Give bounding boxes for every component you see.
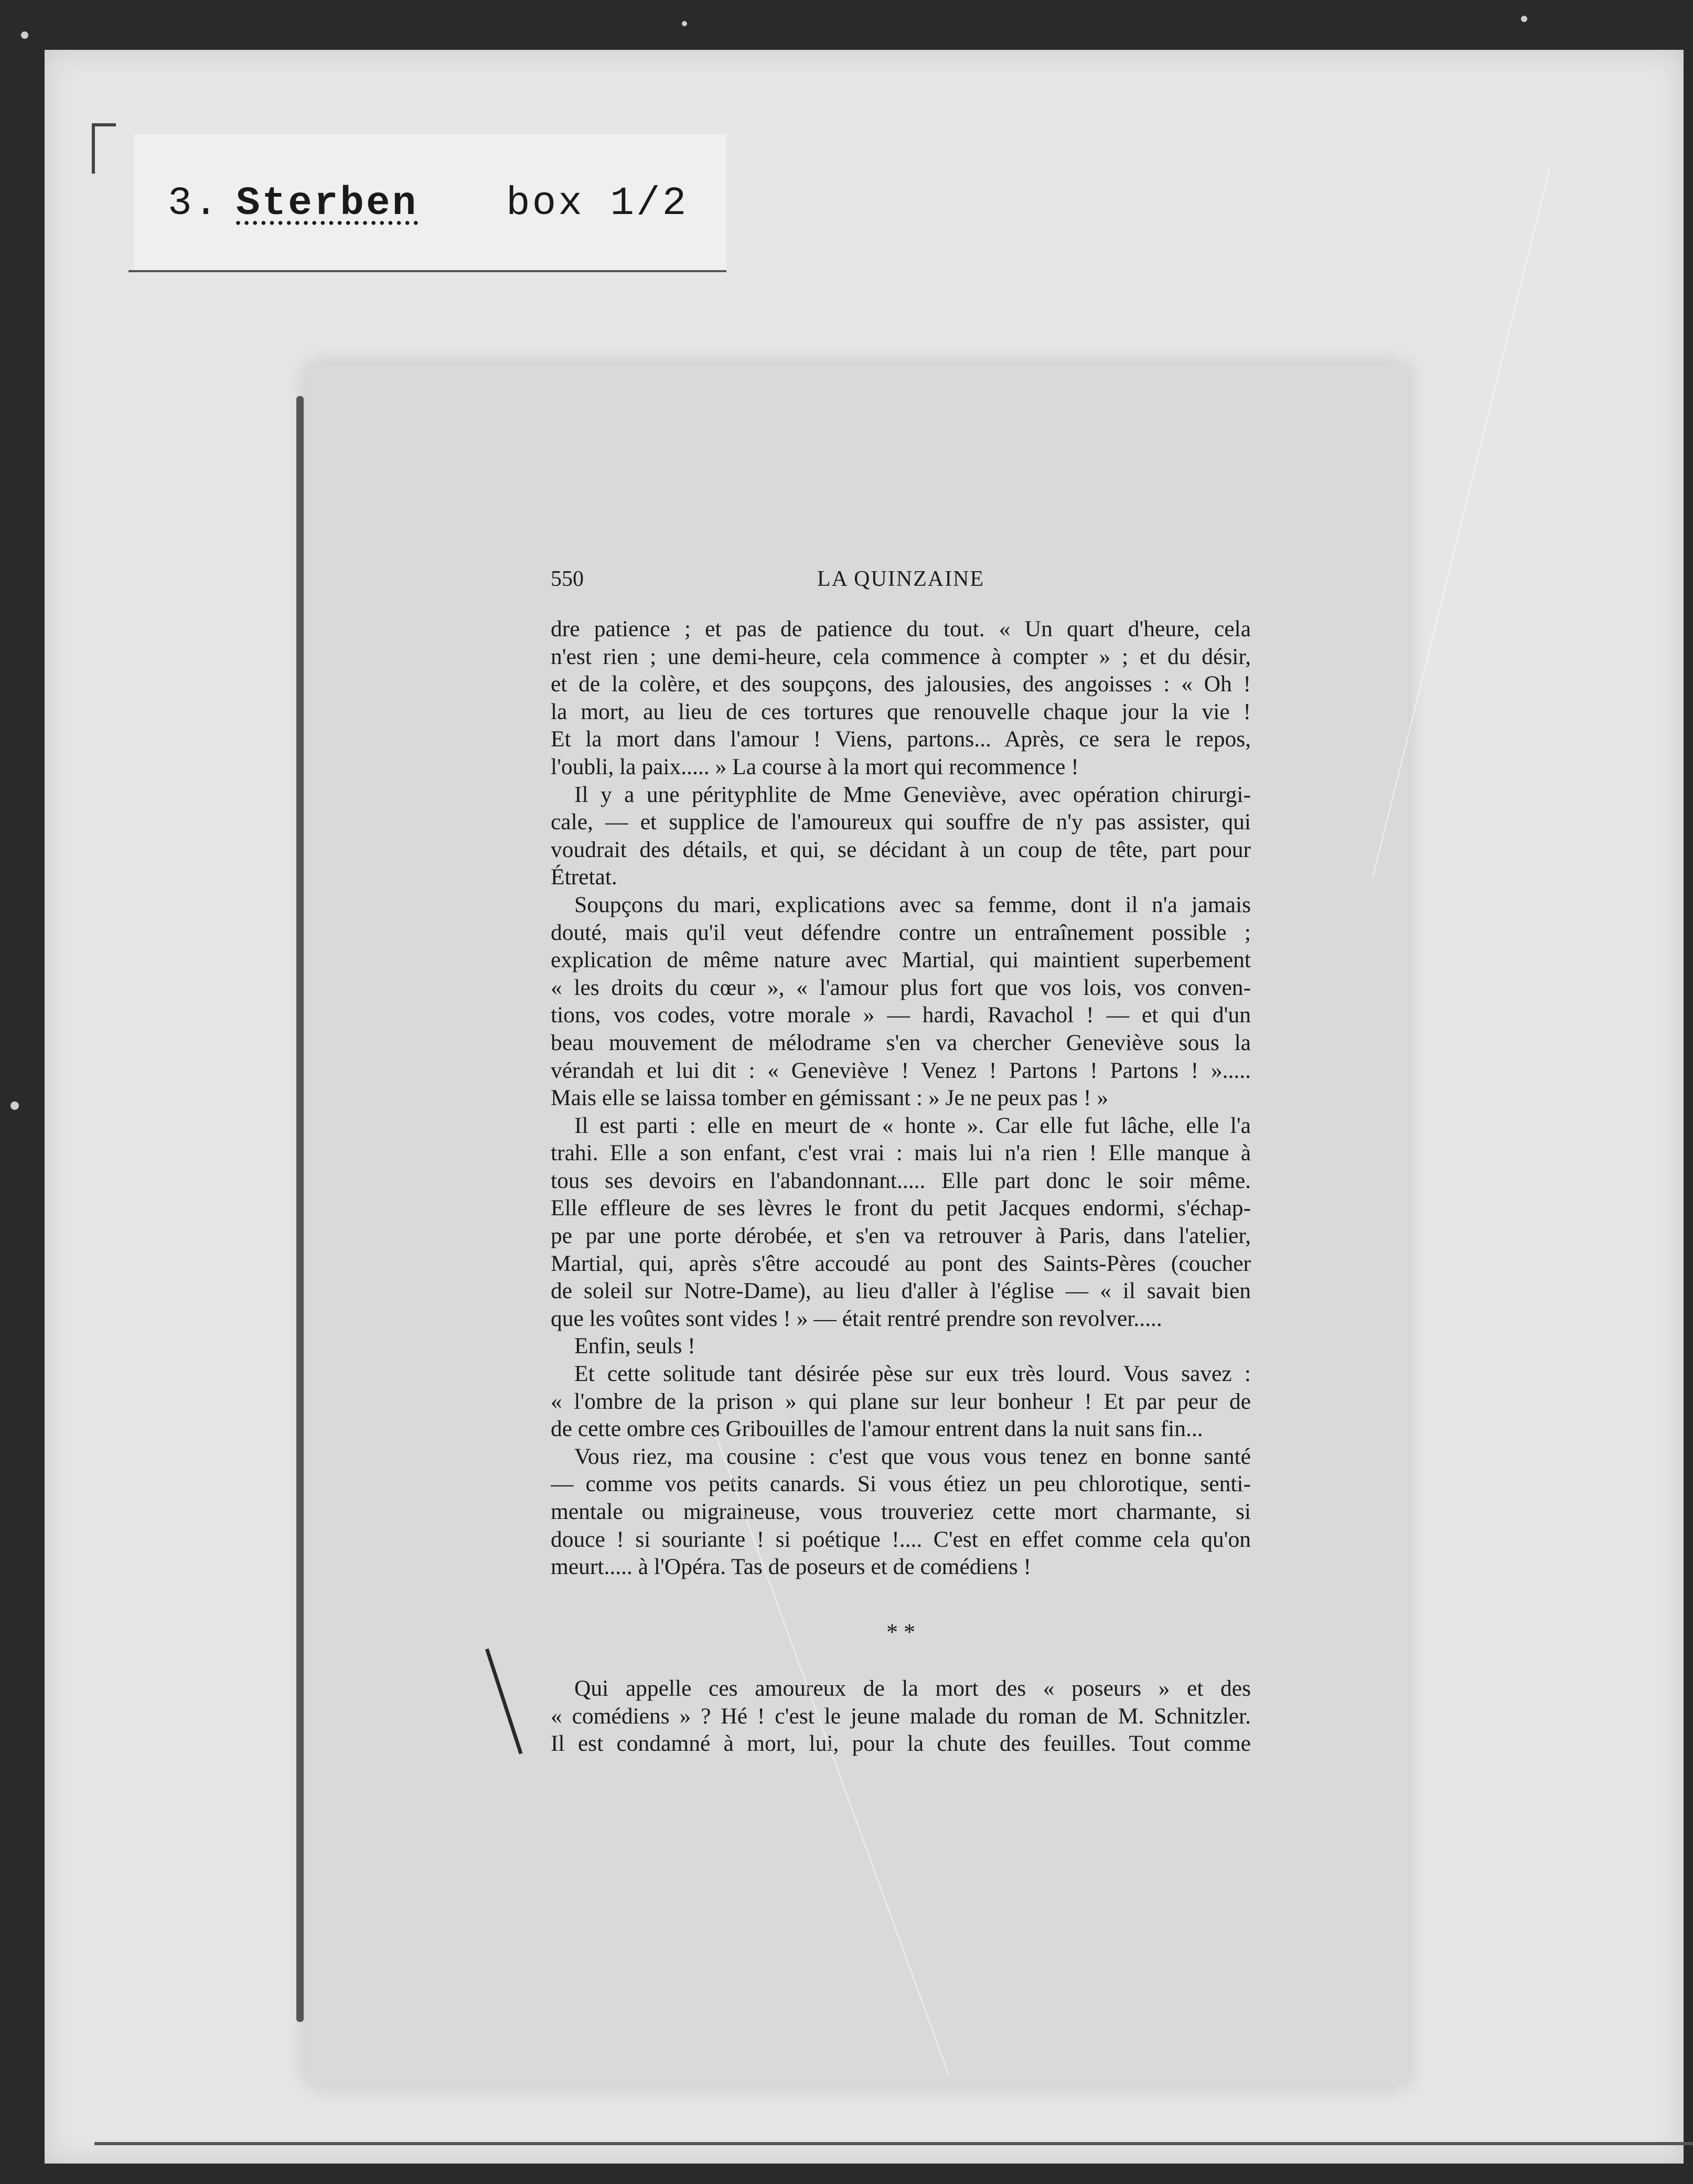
label-rule [128,270,726,272]
text-line: n'est rien ; une demi-heure, cela commence à compter » ; et du désir, [551,644,1251,669]
text-line: tous ses devoirs en l'abandonnant..... Elle part donc le soir même. [551,1168,1251,1193]
text-line: de cette ombre ces Gribouilles de l'amour entrent dans la nuit sans fin... [551,1416,1203,1442]
text-line: Il y a une pérityphlite de Mme Geneviève, avec opération chirurgi- [574,781,1251,807]
film-speck [21,31,28,39]
text-line: Et cette solitude tant désirée pèse sur eux très lourd. Vous savez : [574,1361,1251,1387]
text-line: trahi. Elle a son enfant, c'est vrai : mais lui n'a rien ! Elle manque à [551,1140,1251,1166]
corner-mark [92,123,116,174]
text-line: Qui appelle ces amoureux de la mort des « poseurs » et des [574,1676,1251,1701]
label-box-reference: box 1/2 [506,181,689,226]
text-line: de soleil sur Notre-Dame), au lieu d'aller à l'église — « il savait bien [551,1278,1251,1304]
text-line: Soupçons du mari, explications avec sa femme, dont il n'a jamais [574,892,1251,917]
film-speck [1521,16,1527,22]
text-line: — comme vos petits canards. Si vous étiez un peu chlorotique, senti- [551,1471,1251,1497]
text-line: dre patience ; et pas de patience du tout. « Un quart d'heure, cela [551,616,1251,641]
text-line: l'oubli, la paix..... » La course à la mort qui recommence ! [551,754,1079,779]
text-line: Martial, qui, après s'être accoudé au pont des Saints-Pères (coucher [551,1250,1251,1276]
text-line: beau mouvement de mélodrame s'en va chercher Geneviève sous la [551,1030,1251,1055]
text-line: Enfin, seuls ! [574,1333,695,1359]
page-header [551,566,1251,603]
film-speck [10,1101,19,1110]
text-line: Il est condamné à mort, lui, pour la chute des feuilles. Tout comme [551,1731,1251,1757]
text-line: Mais elle se laissa tomber en gémissant : » Je ne peux pas ! » [551,1085,1109,1111]
text-line: douté, mais qu'il veut défendre contre un entraînement possible ; [551,919,1251,945]
text-line: voudrait des détails, et qui, se décidant à un coup de tête, part pour [551,837,1251,862]
text-line: douce ! si souriante ! si poétique !.... C'est en effet comme cela qu'on [551,1526,1251,1552]
text-line: Et la mort dans l'amour ! Viens, partons... Après, ce sera le repos, [551,726,1251,752]
text-line: Vous riez, ma cousine : c'est que vous vous tenez en bonne santé [574,1443,1251,1469]
text-line: Il est parti : elle en meurt de « honte ». Car elle fut lâche, elle l'a [574,1112,1251,1138]
body-text-continued [551,1675,1251,1758]
text-line: « l'ombre de la prison » qui plane sur leur bonheur ! Et par peur de [551,1388,1251,1414]
text-line: vérandah et lui dit : « Geneviève ! Venez ! Partons ! Partons ! »..... [551,1057,1251,1083]
text-line: Étretat. [551,864,617,890]
body-text [551,615,1251,1581]
film-speck [682,21,687,26]
text-line: pe par une porte dérobée, et s'en va retrouver à Paris, dans l'atelier, [551,1223,1251,1249]
section-break: * * [886,1619,915,1645]
text-line: Elle effleure de ses lèvres le front du petit Jacques endormi, s'échap- [551,1195,1251,1221]
text-line: « comédiens » ? Hé ! c'est le jeune malade du roman de M. Schnitzler. [551,1703,1251,1729]
text-line: mentale ou migraineuse, vous trouveriez cette mort charmante, si [551,1499,1251,1524]
label-number: 3. [168,181,220,226]
page-spine [296,396,304,2022]
text-line: meurt..... à l'Opéra. Tas de poseurs et de comédiens ! [551,1554,1031,1580]
text-line: et de la colère, et des soupçons, des jalousies, des angoisses : « Oh ! [551,671,1251,697]
text-line: cale, — et supplice de l'amoureux qui souffre de n'y pas assister, qui [551,809,1251,835]
text-line: tions, vos codes, votre morale » — hardi, Ravachol ! — et qui d'un [551,1002,1251,1028]
label-title: Sterben [236,181,419,226]
text-line: explication de même nature avec Martial, qui maintient superbement [551,947,1251,973]
archive-label [134,134,726,273]
text-line: « les droits du cœur », « l'amour plus fort que vos lois, vos conven- [551,975,1251,1000]
running-head: LA QUINZAINE [817,567,985,591]
archive-sheet [45,50,1684,2164]
text-line: que les voûtes sont vides ! » — était rentré prendre son revolver..... [551,1305,1162,1331]
text-line: la mort, au lieu de ces tortures que renouvelle chaque jour la vie ! [551,699,1251,724]
page-number: 550 [551,567,584,591]
